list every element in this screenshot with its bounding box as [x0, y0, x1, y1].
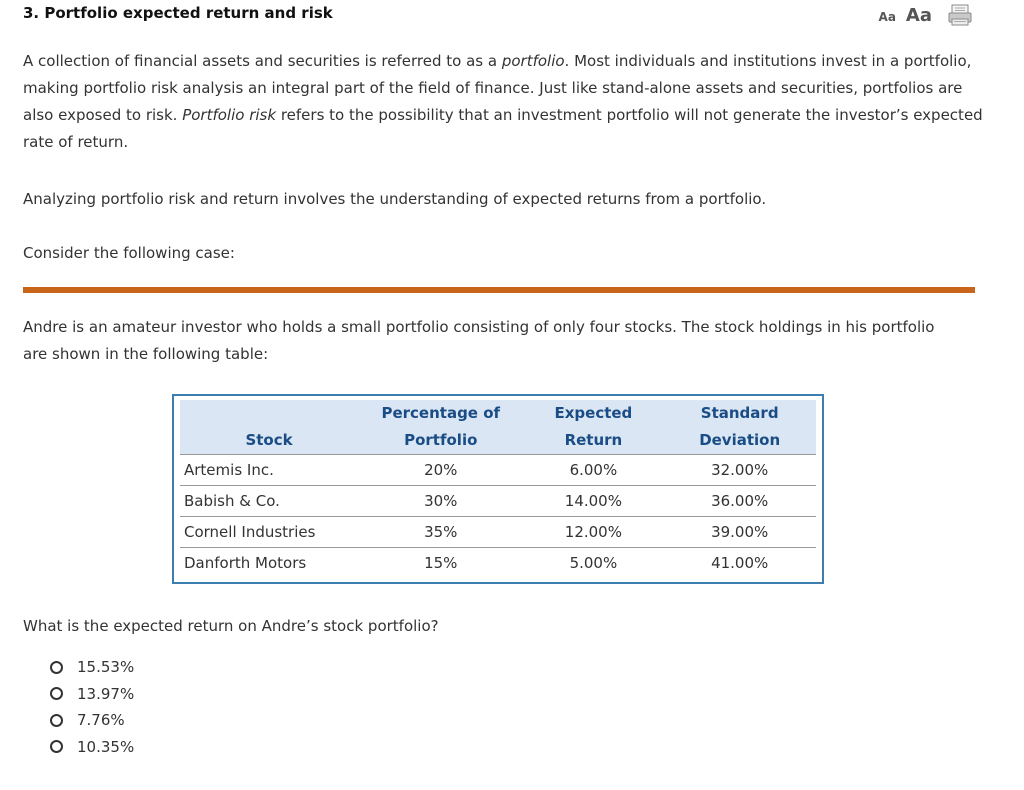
percentage-cell: 30% — [358, 486, 523, 517]
font-size-small-button[interactable]: Aa — [878, 10, 896, 24]
answer-option[interactable] — [50, 707, 134, 734]
term-portfolio-risk: Portfolio risk — [182, 106, 277, 124]
return-cell: 6.00% — [523, 455, 663, 486]
font-size-large-button[interactable]: Aa — [905, 4, 932, 26]
intro-text-3: refers to the possibility that an investment portfolio will not generate the investor’s expected rate of return. — [23, 106, 983, 151]
stock-name: Cornell Industries — [180, 517, 358, 548]
stock-name: Danforth Motors — [180, 548, 358, 579]
section-divider — [23, 287, 975, 293]
radio-button[interactable] — [50, 714, 63, 727]
answer-option[interactable] — [50, 734, 134, 761]
answer-options — [50, 654, 134, 760]
answer-option[interactable] — [50, 654, 134, 681]
radio-button[interactable] — [50, 740, 63, 753]
std-dev-cell: 36.00% — [663, 486, 816, 517]
consider-paragraph: Consider the following case: — [23, 244, 235, 262]
return-cell: 14.00% — [523, 486, 663, 517]
table-row — [180, 517, 816, 548]
stock-holdings-table — [172, 394, 824, 584]
percentage-cell: 20% — [358, 455, 523, 486]
table-row — [180, 455, 816, 486]
std-dev-cell: 32.00% — [663, 455, 816, 486]
option-label: 13.97% — [77, 684, 135, 703]
option-label: 10.35% — [77, 737, 135, 756]
table-header-row — [180, 400, 816, 455]
table-row — [180, 486, 816, 517]
option-label: 15.53% — [77, 658, 135, 677]
intro-text-1: A collection of financial assets and securities is referred to as a — [23, 52, 502, 70]
header-stock: Stock — [180, 400, 358, 455]
table-row — [180, 548, 816, 579]
answer-option[interactable] — [50, 681, 134, 708]
return-cell: 12.00% — [523, 517, 663, 548]
radio-button[interactable] — [50, 661, 63, 674]
header-std-deviation: Standard Deviation — [663, 400, 816, 455]
option-label: 7.76% — [77, 711, 125, 730]
stock-name: Artemis Inc. — [180, 455, 358, 486]
radio-button[interactable] — [50, 687, 63, 700]
analysis-paragraph: Analyzing portfolio risk and return involves the understanding of expected returns from a portfolio. — [23, 190, 767, 208]
case-paragraph: Andre is an amateur investor who holds a small portfolio consisting of only four stocks. The stock holdings in his portfolio are shown in the following table: — [23, 318, 935, 363]
intro-text-2: . Most individuals and institutions invest in a portfolio, making portfolio risk analysis an integral part of the field of finance. Just like stand-alone assets and securities, portfolios are also exposed to risk. — [23, 52, 972, 124]
header-percentage: Percentage of Portfolio — [358, 400, 523, 455]
intro-paragraph — [23, 48, 983, 156]
page-title: 3. Portfolio expected return and risk — [23, 4, 333, 22]
toolbar — [879, 4, 972, 26]
return-cell: 5.00% — [523, 548, 663, 579]
std-dev-cell: 41.00% — [663, 548, 816, 579]
std-dev-cell: 39.00% — [663, 517, 816, 548]
percentage-cell: 15% — [358, 548, 523, 579]
print-icon[interactable] — [948, 4, 972, 26]
stock-name: Babish & Co. — [180, 486, 358, 517]
header-expected-return: Expected Return — [523, 400, 663, 455]
term-portfolio: portfolio — [501, 52, 565, 70]
percentage-cell: 35% — [358, 517, 523, 548]
question-text: What is the expected return on Andre’s stock portfolio? — [23, 617, 439, 635]
